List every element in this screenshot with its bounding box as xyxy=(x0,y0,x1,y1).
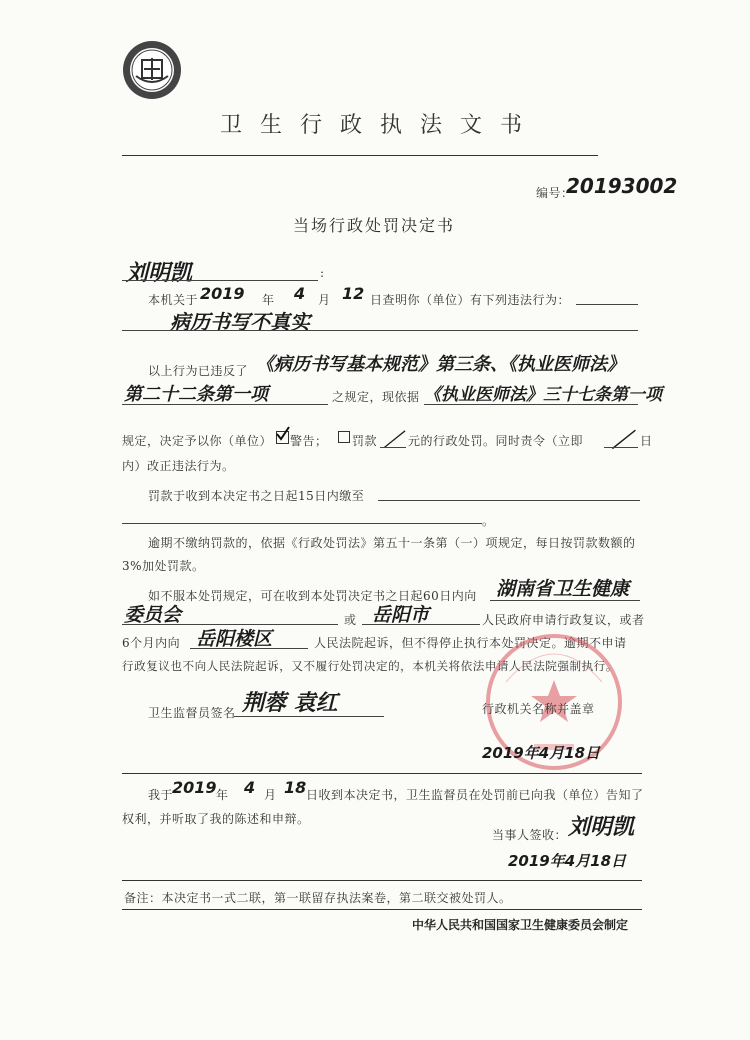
days-underline xyxy=(604,447,638,448)
party-name-underline xyxy=(122,280,318,281)
inspector-names: 荆蓉 袁红 xyxy=(242,691,338,716)
violated-law-1: 《病历书写基本规范》第三条、《执业医师法》 xyxy=(256,354,625,375)
receipt-day: 18 xyxy=(284,778,307,797)
overdue-text-2: 3%加处罚款。 xyxy=(122,559,205,573)
facts-year: 2019 xyxy=(200,284,245,303)
violation-text: 病历书写不真实 xyxy=(170,310,310,334)
receipt-year: 2019 xyxy=(172,778,217,797)
fine-checkbox xyxy=(338,431,350,443)
health-emblem-logo xyxy=(122,40,182,100)
penalty-line2: 内）改正违法行为。 xyxy=(122,459,235,473)
appeal-district: 岳阳楼区 xyxy=(196,628,273,650)
agency-date: 2019年4月18日 xyxy=(482,744,601,762)
appeal-text-3a: 6个月内向 xyxy=(122,636,181,650)
appeal-text-4: 行政复议也不向人民法院起诉，又不履行处罚决定的，本机关将依法申请人民法院强制执行。 xyxy=(122,659,618,673)
inspector-underline xyxy=(234,716,384,717)
facts-year-unit: 年 xyxy=(262,293,275,307)
party-colon: : xyxy=(320,266,325,280)
org-title: 卫生行政执法文书 xyxy=(220,113,541,138)
inspector-label: 卫生监督员签名 xyxy=(148,706,236,720)
receipt-month-unit: 月 xyxy=(264,788,277,802)
doc-title: 当场行政处罚决定书 xyxy=(293,216,456,235)
facts-prefix: 本机关于 xyxy=(148,293,199,307)
applied-law: 《执业医师法》三十七条第一项 xyxy=(424,385,662,405)
issuer-text: 中华人民共和国国家卫生健康委员会制定 xyxy=(412,918,629,932)
payment-underline-2 xyxy=(122,523,482,524)
facts-day: 12 xyxy=(342,284,365,303)
payment-end: 。 xyxy=(482,514,495,528)
payment-underline-1 xyxy=(378,500,640,501)
penalty-line1: 规定，决定予以你（单位） xyxy=(122,434,273,448)
appeal-text-1: 如不服本处罚规定，可在收到本处罚决定书之日起60日内向 xyxy=(148,589,477,603)
receipt-year-unit: 年 xyxy=(216,788,229,802)
basis-middle: 之规定，现依据 xyxy=(332,390,420,404)
doc-number-label: 编号： xyxy=(536,186,574,200)
receipt-text-1b: 日收到本决定书，卫生监督员在处罚前已向我（单位）告知了 xyxy=(306,788,644,802)
appeal-text-2: 人民政府申请行政复议，或者 xyxy=(482,613,645,627)
fine-underline xyxy=(380,447,406,448)
violation-underline xyxy=(122,330,638,331)
facts-suffix: 日查明你（单位）有下列违法行为： xyxy=(370,293,571,307)
seal-label: 行政机关名称并盖章 xyxy=(482,702,595,716)
section-divider-2 xyxy=(122,880,642,881)
facts-month-unit: 月 xyxy=(318,293,331,307)
violated-law-underline xyxy=(122,404,328,405)
doc-number-value: 20193002 xyxy=(566,174,678,198)
days-value: ／ xyxy=(612,428,632,452)
footer-note: 备注：本决定书一式二联，第一联留存执法案卷，第二联交被处罚人。 xyxy=(124,891,512,905)
applied-law-underline xyxy=(424,404,638,405)
receipt-text-2: 权利，并听取了我的陈述和申辩。 xyxy=(122,812,310,826)
facts-month: 4 xyxy=(294,284,306,303)
appeal-org-underline xyxy=(490,600,640,601)
title-divider xyxy=(122,155,598,156)
facts-tail-underline xyxy=(576,304,638,305)
appeal-org-1: 湖南省卫生健康 xyxy=(496,578,630,600)
fine-label: 罚款 xyxy=(352,434,378,448)
party-signature: 刘明凯 xyxy=(568,815,635,840)
appeal-or: 或 xyxy=(344,613,357,627)
basis-intro: 以上行为已违反了 xyxy=(148,364,249,378)
payment-text: 罚款于收到本决定书之日起15日内缴至 xyxy=(148,489,365,503)
party-sign-label: 当事人签收： xyxy=(492,828,568,842)
violated-law-2: 第二十二条第一项 xyxy=(124,384,268,405)
fine-value: ／ xyxy=(384,430,402,451)
appeal-org-2: 委员会 xyxy=(124,604,182,626)
party-sign-date: 2019年4月18日 xyxy=(508,852,627,870)
section-divider-1 xyxy=(122,773,642,774)
warning-label: 警告； xyxy=(290,434,328,448)
appeal-gov-underline xyxy=(362,624,480,625)
warning-checkbox xyxy=(276,431,289,444)
footer-divider xyxy=(122,909,642,910)
appeal-district-underline xyxy=(190,648,308,649)
receipt-text-1a: 我于 xyxy=(148,788,174,802)
party-name: 刘明凯 xyxy=(126,261,193,286)
receipt-month: 4 xyxy=(244,778,256,797)
days-unit: 日 xyxy=(640,434,653,448)
appeal-gov: 岳阳市 xyxy=(372,604,430,626)
fine-suffix: 元的行政处罚。同时责令（立即 xyxy=(408,434,584,448)
appeal-text-3b: 人民法院起诉，但不得停止执行本处罚决定。逾期不申请 xyxy=(314,636,627,650)
overdue-text: 逾期不缴纳罚款的，依据《行政处罚法》第五十一条第（一）项规定，每日按罚款数额的 xyxy=(148,536,636,550)
